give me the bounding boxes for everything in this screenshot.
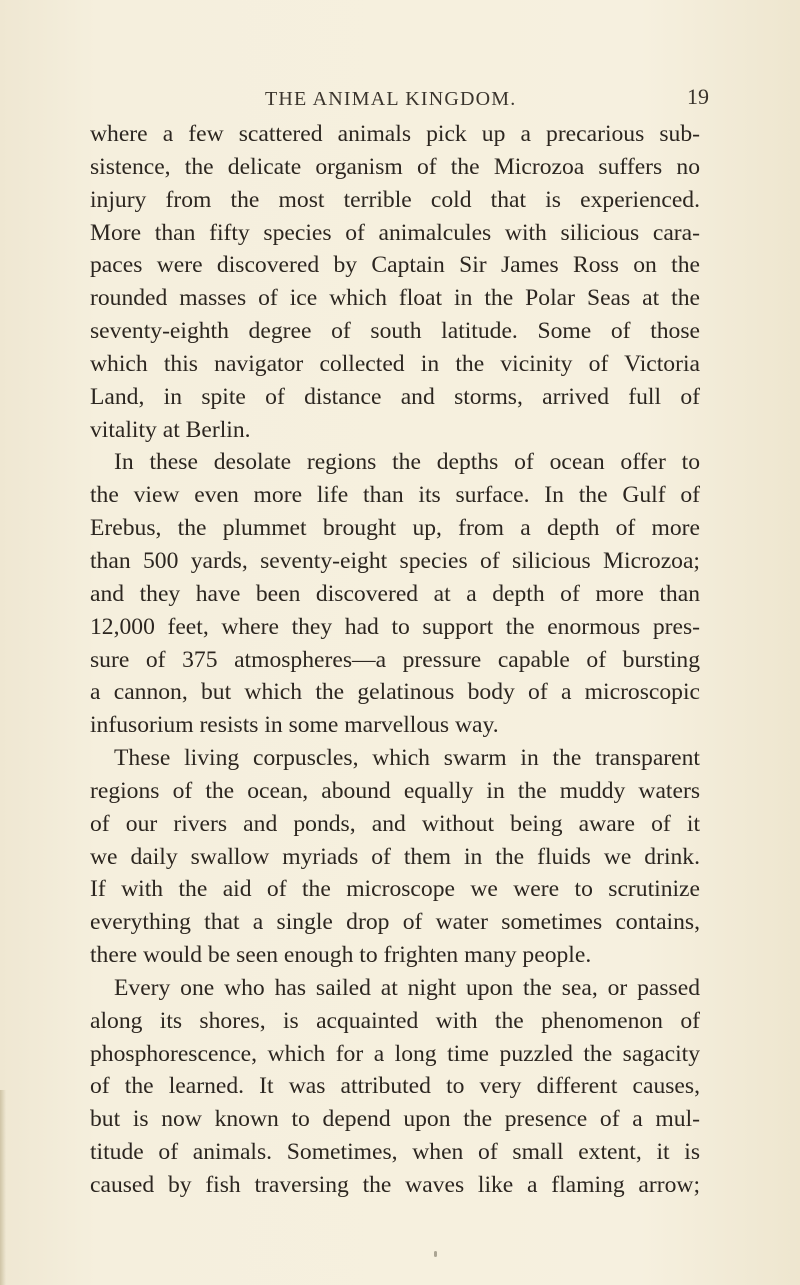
text-line: These living corpuscles, which swarm in the transparent <box>114 745 700 772</box>
text-line: seventy-eighth degree of south latitude. Some of those <box>90 318 700 345</box>
text-line: we daily swallow myriads of them in the fluids we drink. <box>90 843 700 870</box>
text-line: phosphorescence, which for a long time puzzled the sagacity <box>90 1040 700 1067</box>
text-line: a cannon, but which the gelatinous body of a microscopic <box>90 679 700 706</box>
text-line: If with the aid of the microscope we were to scrutinize <box>90 876 700 903</box>
text-line: and they have been discovered at a depth of more than <box>90 580 700 607</box>
text-line: everything that a single drop of water sometimes contains, <box>90 909 700 936</box>
paper-speck <box>434 1251 437 1257</box>
text-line: sure of 375 atmospheres—a pressure capable of bursting <box>90 646 700 673</box>
text-line: infusorium resists in some marvellous way. <box>90 712 499 739</box>
running-head: THE ANIMAL KINGDOM. <box>265 88 517 110</box>
page-number: 19 <box>687 84 709 109</box>
text-line: than 500 yards, seventy-eight species of silicious Microzoa; <box>90 547 700 574</box>
text-line: In these desolate regions the depths of ocean offer to <box>114 449 700 476</box>
text-line: Erebus, the plummet brought up, from a depth of more <box>90 515 700 542</box>
body-text <box>90 118 700 1202</box>
text-line: the view even more life than its surface. In the Gulf of <box>90 482 700 509</box>
text-line: injury from the most terrible cold that is experienced. <box>90 186 700 213</box>
text-line: where a few scattered animals pick up a precarious sub- <box>90 121 700 147</box>
text-line: titude of animals. Sometimes, when of small extent, it is <box>90 1139 700 1166</box>
text-line: which this navigator collected in the vicinity of Victoria <box>90 350 700 377</box>
text-line: 12,000 feet, where they had to support the enormous pres- <box>90 613 700 640</box>
text-line: sistence, the delicate organism of the Microzoa suffers no <box>90 153 700 180</box>
text-line: More than fifty species of animalcules with silicious cara- <box>90 219 700 246</box>
page-edge-shadow <box>0 1090 6 1285</box>
text-line: along its shores, is acquainted with the phenomenon of <box>90 1007 700 1034</box>
text-line: of the learned. It was attributed to very different causes, <box>90 1073 700 1100</box>
text-line: rounded masses of ice which float in the Polar Seas at the <box>90 285 700 312</box>
text-line: paces were discovered by Captain Sir James Ross on the <box>90 252 700 279</box>
text-line: caused by fish traversing the waves like a flaming arrow; <box>90 1172 700 1198</box>
text-line: Every one who has sailed at night upon the sea, or passed <box>114 974 700 1001</box>
text-line: but is now known to depend upon the presence of a mul- <box>90 1106 700 1133</box>
text-line: of our rivers and ponds, and without being aware of it <box>90 810 700 837</box>
text-line: Land, in spite of distance and storms, arrived full of <box>90 383 700 410</box>
page-header <box>0 84 800 114</box>
text-line: vitality at Berlin. <box>90 416 251 443</box>
text-line: there would be seen enough to frighten many people. <box>90 942 592 969</box>
text-line: regions of the ocean, abound equally in the muddy waters <box>90 777 700 804</box>
